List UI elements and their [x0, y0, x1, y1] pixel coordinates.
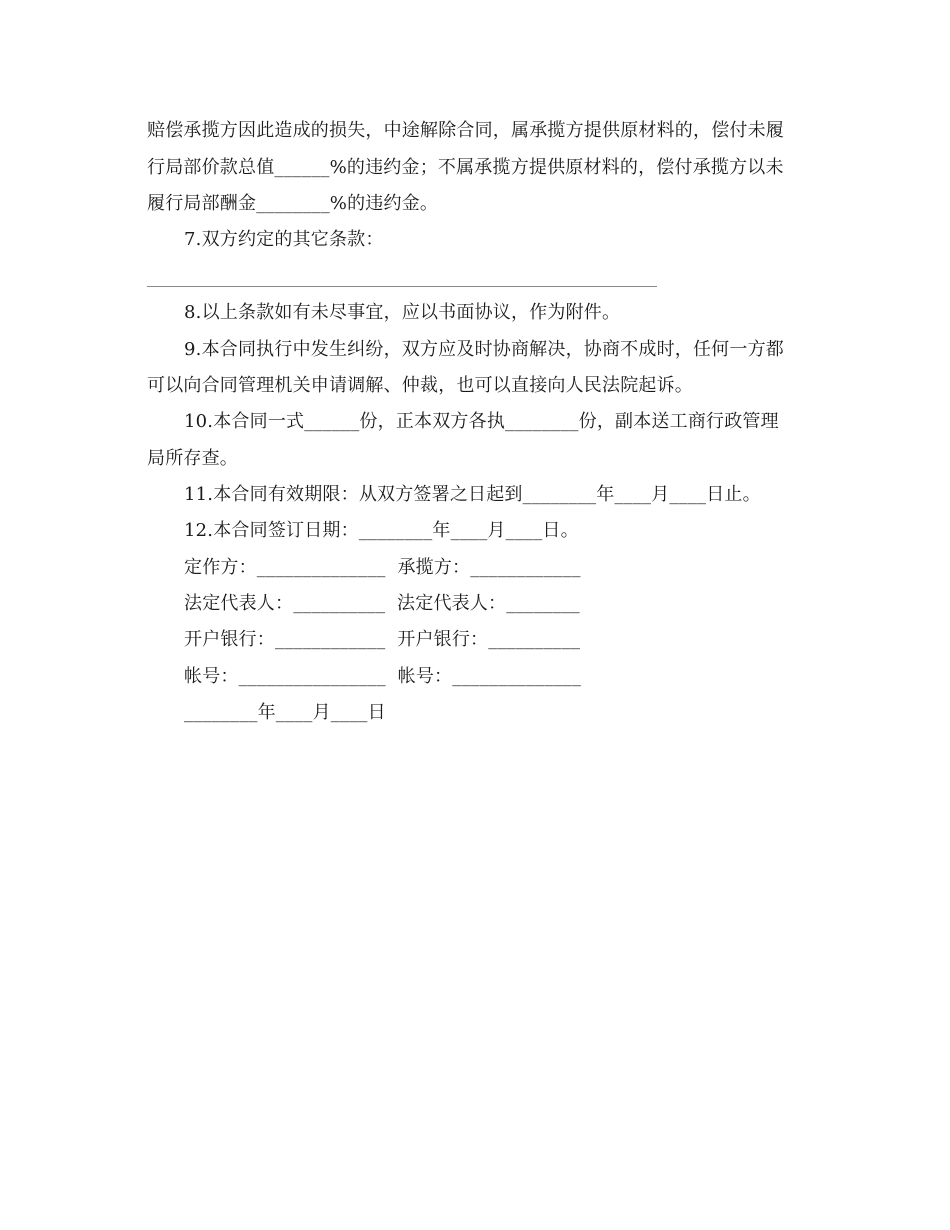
clause-9-line-1: 9.本合同执行中发生纠纷，双方应及时协商解决，协商不成时，任何一方都	[184, 339, 784, 360]
signature-date-row: ________年____月____日	[184, 702, 386, 723]
clause-6-line-2: 行局部价款总值______%的违约金；不属承揽方提供原材料的，偿付承揽方以未	[147, 157, 784, 178]
signature-parties-row: 定作方：______________ 承揽方：____________	[184, 557, 581, 578]
signature-bank-row: 开户银行：____________ 开户银行：__________	[184, 629, 581, 650]
clause-10-line-2: 局所存查。	[147, 448, 238, 469]
clause-10-line-1: 10.本合同一式______份，正本双方各执________份，副本送工商行政管理	[184, 411, 779, 432]
clause-6-line-1: 赔偿承揽方因此造成的损失，中途解除合同，属承揽方提供原材料的，偿付未履	[147, 120, 784, 141]
clause-11: 11.本合同有效期限：从双方签署之日起到________年____月____日止。	[184, 484, 761, 505]
signature-legal-rep-row: 法定代表人：__________ 法定代表人：________	[184, 593, 580, 614]
clause-8: 8.以上条款如有未尽事宜，应以书面协议，作为附件。	[184, 302, 621, 323]
clause-7: 7.双方约定的其它条款：	[184, 229, 384, 250]
clause-6-line-3: 履行局部酬金________%的违约金。	[147, 193, 439, 214]
clause-7-blank-rule	[147, 286, 657, 287]
clause-12: 12.本合同签订日期：________年____月____日。	[184, 520, 579, 541]
clause-9-line-2: 可以向合同管理机关申请调解、仲裁，也可以直接向人民法院起诉。	[147, 375, 693, 396]
signature-account-row: 帐号：________________ 帐号：______________	[184, 666, 582, 687]
